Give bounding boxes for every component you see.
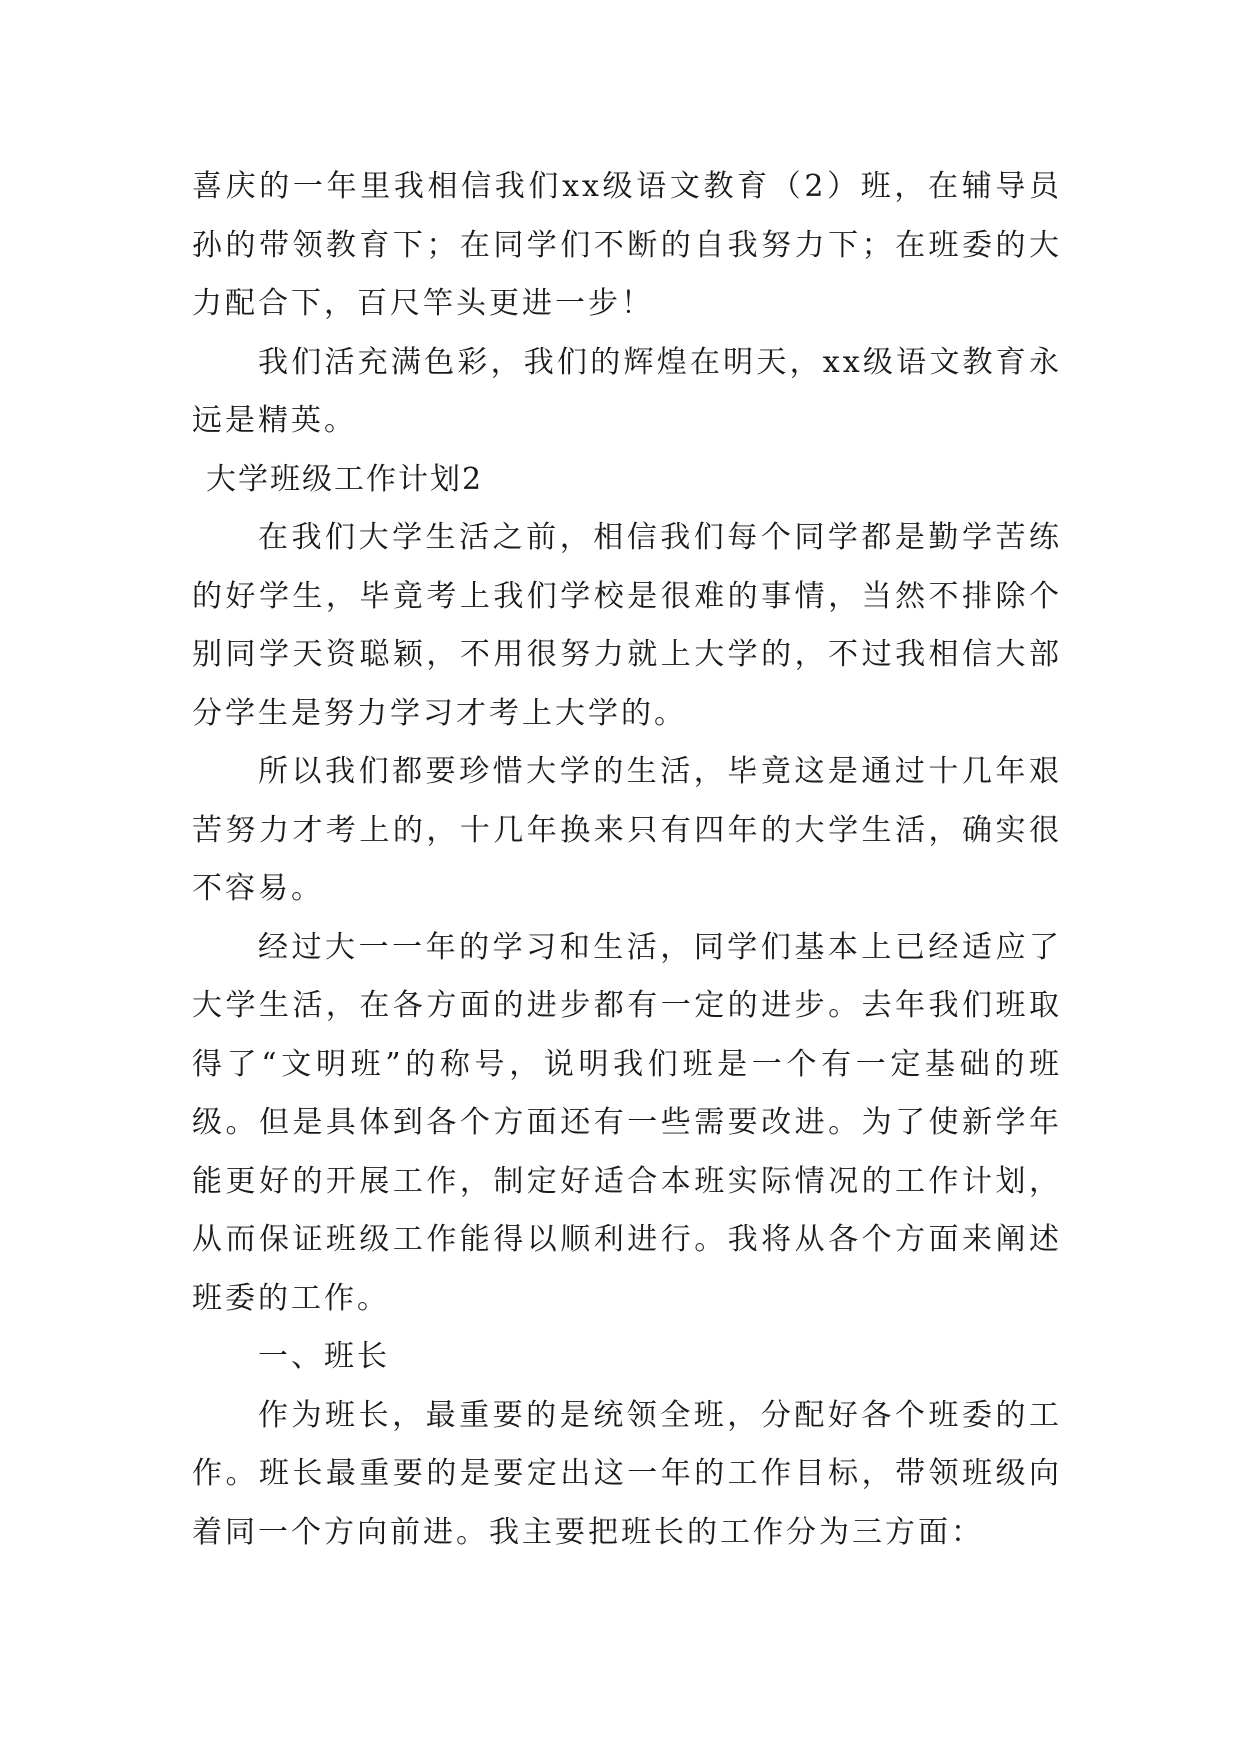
paragraph-continuation: 喜庆的一年里我相信我们xx级语文教育（2）班，在辅导员孙的带领教育下；在同学们不断的自我努力下；在班委的大力配合下，百尺竿头更进一步！ bbox=[192, 169, 1062, 321]
paragraph: 作为班长，最重要的是统领全班，分配好各个班委的工作。班长最重要的是要定出这一年的工作目标，带领班级向着同一个方向前进。我主要把班长的工作分为三方面： bbox=[192, 1397, 1062, 1550]
paragraph: 在我们大学生活之前，相信我们每个同学都是勤学苦练的好学生，毕竟考上我们学校是很难的事情，当然不排除个别同学天资聪颖，不用很努力就上大学的，不过我相信大部分学生是努力学习才考上大学的。 bbox=[192, 520, 1062, 731]
paragraph: 所以我们都要珍惜大学的生活，毕竟这是通过十几年艰苦努力才考上的，十几年换来只有四年的大学生活，确实很不容易。 bbox=[192, 754, 1062, 906]
subsection-heading: 一、班长 bbox=[258, 1339, 390, 1374]
paragraph: 我们活充满色彩，我们的辉煌在明天，xx级语文教育永远是精英。 bbox=[192, 344, 1062, 438]
paragraph: 经过大一一年的学习和生活，同学们基本上已经适应了大学生活，在各方面的进步都有一定的进步。去年我们班取得了“文明班”的称号，说明我们班是一个有一定基础的班级。但是具体到各个方面还有一些需要改进。为了使新学年能更好的开展工作，制定好适合本班实际情况的工作计划，从而保证班级工作能得以顺利进行。我将从各个方面来阐述班委的工作。 bbox=[192, 929, 1062, 1316]
section-title: 大学班级工作计划2 bbox=[206, 461, 484, 497]
document-body bbox=[192, 158, 1062, 1562]
